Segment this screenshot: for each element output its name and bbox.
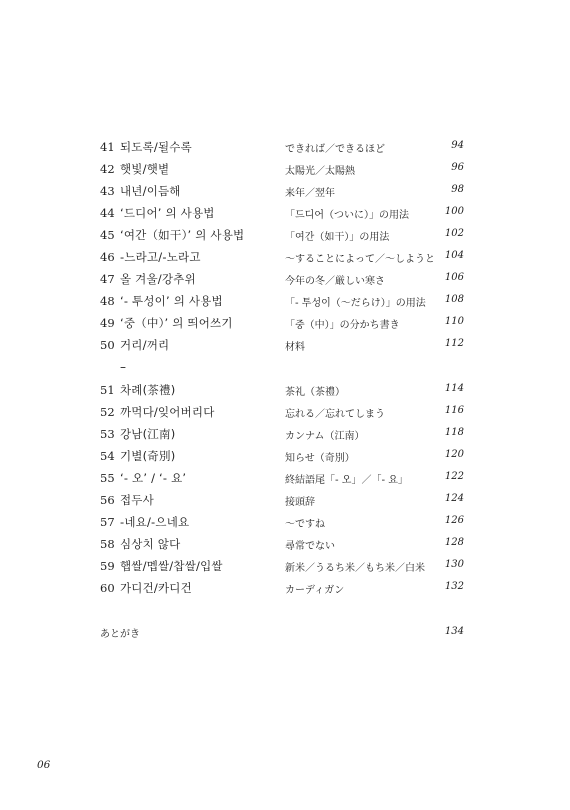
entry-japanese-title: 太陽光／太陽熱 — [285, 166, 355, 177]
entry-number: 50 — [100, 338, 115, 352]
entry-japanese-title: 材料 — [285, 342, 305, 353]
entry-number: 41 — [100, 140, 115, 154]
entry-korean-title: ‘드디어’ 의 사용법 — [120, 206, 215, 220]
entry-page-number: 126 — [444, 515, 464, 526]
entry-japanese-title: 「드디어（ついに）」の用法 — [285, 210, 409, 221]
entry-korean-title: 가디건/카디건 — [120, 581, 192, 595]
toc-entry — [0, 160, 570, 182]
entry-korean-title: 거리/꺼리 — [120, 338, 170, 352]
entry-japanese-title: ～ですね — [285, 519, 325, 530]
entry-korean-title: ‘- 투성이’ 의 사용법 — [120, 294, 223, 308]
entry-korean-title: 내년/이듬해 — [120, 184, 181, 198]
entry-number: 44 — [100, 206, 115, 220]
entry-japanese-title: 「여간（如干）」の用法 — [285, 232, 390, 243]
entry-page-number: 94 — [451, 140, 464, 151]
toc-entry — [0, 226, 570, 248]
entry-number: 54 — [100, 449, 115, 463]
toc-entry — [0, 381, 570, 403]
toc-entry — [0, 491, 570, 513]
toc-entry — [0, 579, 570, 601]
entry-number: 55 — [100, 471, 115, 485]
entry-japanese-title: 来年／翌年 — [285, 188, 335, 199]
toc-entry — [0, 336, 570, 358]
toc-entry — [0, 447, 570, 469]
entry-number: 59 — [100, 559, 115, 573]
entry-page-number: 98 — [451, 184, 464, 195]
entry-korean-title: 심상치 않다 — [120, 537, 181, 551]
entry-page-number: 116 — [444, 405, 464, 416]
toc-entry — [0, 314, 570, 336]
entry-number: 60 — [100, 581, 115, 595]
entry-page-number: 124 — [444, 493, 464, 504]
entry-number: 42 — [100, 162, 115, 176]
toc-entry — [0, 557, 570, 579]
entry-korean-title: 차례(茶禮) — [120, 383, 176, 397]
entry-korean-title: 기별(奇別) — [120, 449, 176, 463]
entry-number: 49 — [100, 316, 115, 330]
entry-japanese-title: 「중（中）」の分かち書き — [285, 320, 400, 331]
entry-number: 53 — [100, 427, 115, 441]
entry-number: 43 — [100, 184, 115, 198]
toc-entry — [0, 204, 570, 226]
entry-page-number: 108 — [444, 294, 464, 305]
entry-page-number: 130 — [444, 559, 464, 570]
toc-entry — [0, 182, 570, 204]
entry-page-number: 96 — [451, 162, 464, 173]
entry-korean-title: -네요/-으네요 — [120, 515, 190, 529]
entry-japanese-title: 茶礼（茶禮） — [285, 387, 345, 398]
entry-page-number: 114 — [444, 383, 464, 394]
entry-page-number: 120 — [444, 449, 464, 460]
toc-entry — [0, 248, 570, 270]
entry-page-number: 110 — [444, 316, 464, 327]
entry-japanese-title: 「- 투성이（～だらけ）」の用法 — [285, 298, 426, 309]
entry-page-number: 106 — [444, 272, 464, 283]
entry-korean-title: ‘- 오’ / ‘- 요’ — [120, 471, 187, 485]
entry-number: 56 — [100, 493, 115, 507]
entry-korean-title: 올 겨울/강추위 — [120, 272, 196, 286]
entry-number: 45 — [100, 228, 115, 242]
entry-page-number: 128 — [444, 537, 464, 548]
entry-number: 48 — [100, 294, 115, 308]
entry-page-number: 104 — [444, 250, 464, 261]
entry-japanese-title: カンナム（江南） — [285, 431, 365, 442]
entry-japanese-title: できれば／できるほど — [285, 144, 385, 155]
toc-entry — [0, 292, 570, 314]
entry-japanese-title: 忘れる／忘れてしまう — [285, 409, 385, 420]
entry-japanese-title: 新米／うるち米／もち米／白米 — [285, 563, 425, 574]
entry-japanese-title: 接頭辞 — [285, 497, 315, 508]
page-folio-number: 06 — [37, 759, 51, 771]
toc-entry — [0, 138, 570, 160]
toc-entry — [0, 270, 570, 292]
toc-entry — [0, 513, 570, 535]
entry-korean-title: -느라고/-노라고 — [120, 250, 201, 264]
entry-page-number: 102 — [444, 228, 464, 239]
entry-page-number: 132 — [444, 581, 464, 592]
entry-korean-title: 까먹다/잊어버리다 — [120, 405, 215, 419]
entry-korean-title: 햅쌀/멥쌀/찹쌀/입쌀 — [120, 559, 223, 573]
afterword-title: あとがき — [100, 629, 140, 640]
entry-number: 52 — [100, 405, 115, 419]
entry-number: 57 — [100, 515, 115, 529]
toc-entry — [0, 469, 570, 491]
entry-korean-title: ‘중（中）’ 의 띄어쓰기 — [120, 316, 233, 330]
toc-afterword-entry — [0, 624, 570, 646]
entry-japanese-title: カーディガン — [285, 585, 345, 596]
entry-japanese-title: ～することによって／～しようと — [285, 254, 435, 265]
entry-korean-title: 접두사 — [120, 493, 154, 507]
entry-number: 51 — [100, 383, 115, 397]
entry-japanese-title: 今年の冬／厳しい寒さ — [285, 276, 385, 287]
toc-entry — [0, 425, 570, 447]
entry-page-number: 122 — [444, 471, 464, 482]
afterword-page-number: 134 — [444, 626, 464, 637]
entry-number: 58 — [100, 537, 115, 551]
entry-japanese-title: 終結語尾「- 오」／「- 요」 — [285, 475, 408, 486]
entry-page-number: 112 — [444, 338, 464, 349]
entry-number: 46 — [100, 250, 115, 264]
entry-korean-title: 강남(江南) — [120, 427, 176, 441]
toc-entry — [0, 535, 570, 557]
entry-page-number: 118 — [444, 427, 464, 438]
entry-japanese-title: 尋常でない — [285, 541, 335, 552]
section-separator: – — [120, 360, 126, 374]
entry-korean-title: ‘여간（如干）’ 의 사용법 — [120, 228, 245, 242]
entry-number: 47 — [100, 272, 115, 286]
entry-japanese-title: 知らせ（奇別） — [285, 453, 355, 464]
entry-korean-title: 되도록/될수록 — [120, 140, 192, 154]
toc-entry — [0, 403, 570, 425]
entry-page-number: 100 — [444, 206, 464, 217]
entry-korean-title: 햇빛/햇볕 — [120, 162, 170, 176]
